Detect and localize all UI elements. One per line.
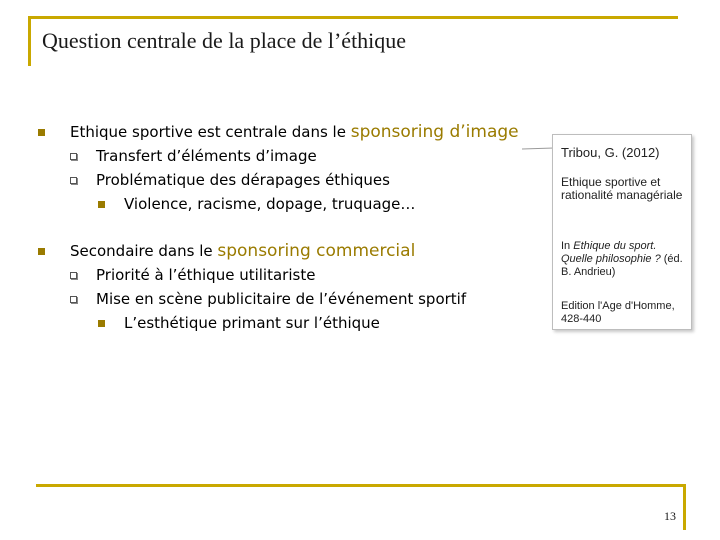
frame-right-line <box>683 484 686 530</box>
square-bullet-icon <box>98 320 105 327</box>
bullet-item-1 <box>38 120 518 144</box>
square-bullet-icon <box>38 129 45 136</box>
sub-item-1-2 <box>38 168 518 192</box>
sub-item-1-1 <box>38 144 518 168</box>
slide-content <box>38 120 518 335</box>
slide-title: Question centrale de la place de l’éthique <box>42 28 407 53</box>
bullet-item-2-text: Secondaire dans le <box>70 242 218 260</box>
sub-item-2-2 <box>38 287 518 311</box>
square-bullet-icon <box>98 201 105 208</box>
callout-in-title: Ethique du sport. Quelle philosophie ? <box>561 240 661 265</box>
sub-item-1-1-text: Transfert d’éléments d’image <box>96 147 317 165</box>
reference-callout <box>552 134 692 330</box>
sub-sub-item-1 <box>38 192 518 216</box>
callout-book-title: Ethique sportive et rationalité managériale <box>561 175 683 202</box>
sub-sub-item-1-text: Violence, racisme, dopage, truquage… <box>124 195 416 213</box>
checkbox-bullet-icon <box>70 272 77 279</box>
callout-pointer <box>522 147 554 150</box>
bullet-item-2-highlight: sponsoring commercial <box>217 241 416 261</box>
checkbox-bullet-icon <box>70 296 77 303</box>
callout-author: Tribou, G. (2012) <box>561 145 660 160</box>
checkbox-bullet-icon <box>70 177 77 184</box>
bullet-item-2 <box>38 239 518 263</box>
sub-item-1-2-text: Problématique des dérapages éthiques <box>96 171 390 189</box>
frame-bottom-line <box>36 484 686 487</box>
bullet-item-1-highlight: sponsoring d’image <box>350 122 519 142</box>
sub-item-2-1-text: Priorité à l’éthique utilitariste <box>96 266 316 284</box>
sub-sub-item-2 <box>38 311 518 335</box>
bullet-item-1-text: Ethique sportive est centrale dans le <box>70 123 351 141</box>
callout-in-reference <box>561 240 687 279</box>
frame-left-line <box>28 16 31 66</box>
sub-item-2-1 <box>38 263 518 287</box>
frame-top-line <box>28 16 678 19</box>
sub-sub-item-2-text: L’esthétique primant sur l’éthique <box>124 314 380 332</box>
square-bullet-icon <box>38 248 45 255</box>
sub-item-2-2-text: Mise en scène publicitaire de l’événement sportif <box>96 290 467 308</box>
callout-in-prefix: In <box>561 240 574 252</box>
callout-in-editor: (éd. B. Andrieu) <box>561 253 683 278</box>
callout-publisher: Edition l'Age d'Homme, 428-440 <box>561 300 675 325</box>
page-number: 13 <box>664 509 676 523</box>
checkbox-bullet-icon <box>70 153 77 160</box>
